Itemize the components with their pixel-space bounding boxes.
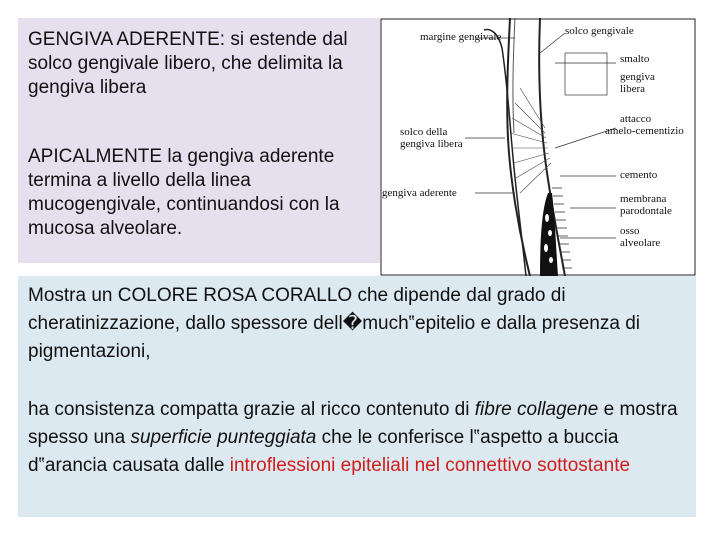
label-solco-gengivale: solco gengivale — [565, 25, 634, 37]
label-gengiva-aderente: gengiva aderente — [382, 187, 457, 199]
label-gengiva-libera-2: libera — [620, 83, 646, 95]
apical-paragraph: APICALMENTE la gengiva aderente termina a livello della linea mucogengivale, continuandosi con la mucosa alveolare. — [28, 146, 340, 239]
label-gengiva-libera-1: gengiva — [620, 71, 655, 83]
label-attacco-2: amelo-cementizio — [605, 125, 684, 137]
label-solco-libera-2: gengiva libera — [400, 138, 463, 150]
bottom-text-panel — [18, 276, 696, 517]
label-osso-1: osso — [620, 225, 640, 237]
label-membrana-2: parodontale — [620, 205, 672, 217]
label-attacco-1: attacco — [620, 113, 652, 125]
consistency-text-a: ha consistenza compatta grazie al ricco contenuto di — [28, 399, 475, 420]
label-smalto: smalto — [620, 53, 650, 65]
label-osso-2: alveolare — [620, 237, 661, 249]
consistency-text-e: che le conferisce l‟aspetto a buccia d‟arancia causata dalle — [28, 427, 619, 476]
label-solco-libera-1: solco della — [400, 126, 448, 138]
label-margine: margine gengivale — [420, 31, 502, 43]
gingiva-diagram — [380, 18, 696, 276]
consistency-emphasis-surface: superficie punteggiata — [130, 427, 317, 448]
label-membrana-1: membrana — [620, 193, 667, 205]
consistency-emphasis-fibre: fibre collagene — [474, 399, 599, 420]
consistency-text-c: e mostra spesso una — [28, 399, 678, 448]
label-cemento: cemento — [620, 169, 658, 181]
color-paragraph: Mostra un COLORE ROSA CORALLO che dipende dal grado di cheratinizzazione, dallo spessore dell�much‟epitelio e dalla presenza di pigmentazioni, — [28, 285, 640, 362]
definition-paragraph: GENGIVA ADERENTE: si estende dal solco gengivale libero, che delimita la gengiva libera — [28, 29, 348, 98]
top-text-panel — [18, 18, 380, 263]
consistency-highlight-red: introflessioni epiteliali nel connettivo sottostante — [229, 455, 631, 476]
consistency-paragraph — [28, 396, 688, 480]
